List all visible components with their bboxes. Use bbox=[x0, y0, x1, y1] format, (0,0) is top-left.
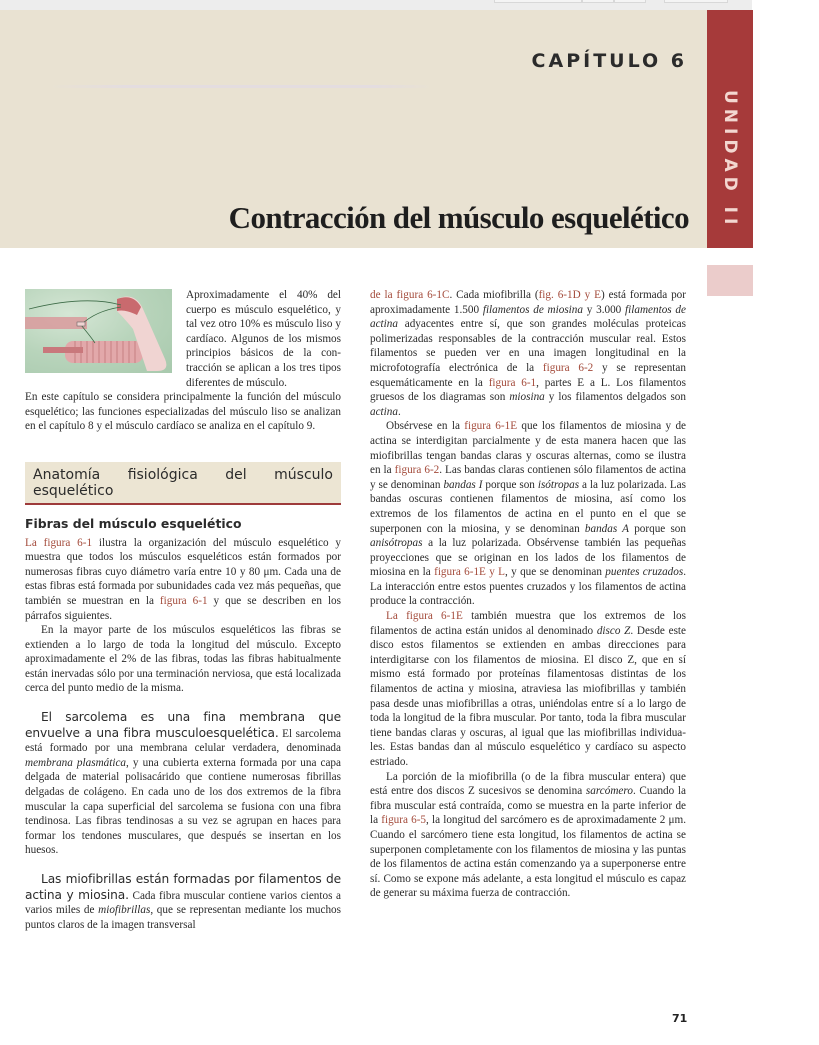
right-column bbox=[370, 288, 686, 901]
figure-ref-link[interactable]: La figura 6-1E bbox=[386, 610, 463, 623]
figure-ref-link[interactable]: figura 6-1 bbox=[159, 594, 208, 607]
figure-ref-link[interactable]: de la figura 6-1C bbox=[370, 289, 450, 301]
section-heading: Anatomía fisiológica del músculo esquelético bbox=[25, 462, 341, 505]
figure-ref-link[interactable]: figura 6-5 bbox=[381, 814, 427, 827]
chapter-label: CAPÍTULO 6 bbox=[531, 50, 687, 72]
paragraph-disco-z: La figura 6-1E también muestra que los extremos de los filamentos de actina están unidos al denominado disco Z. Desde este disco estos filamentos se extienden en ambas direcciones para interdigitarse con los filamentos de miosina. El disco Z, que en sí mismo está formado por proteínas filamentosas distintas de los filamentos de actina y miosina, atraviesa las miofibrillas y también pasa desde unas miofibrillas a otras, uniéndolas entre sí a lo largo de toda la longitud de la fibra muscular. Por tanto, toda la fibra muscular tiene bandas claras y oscuras, al igual que las miofibrillas individuales. Estas bandas dan al músculo esquelético y cardíaco su aspecto estriado. bbox=[370, 610, 686, 768]
paragraph-sarcolema: El sarcolema es una fina membrana que envuelve a una fibra musculoesquelética. El sarcolema está formado por una membrana celular verdadera, denominada membrana plasmática, y una cubierta externa formada por una capa delgada de material polisacárido que contiene numerosas fibrillas delgadas de colágeno. En cada uno de los dos extremos de la fibra muscular la capa superficial del sarcolema se fusiona con una fibra tendinosa. Las fibras tendinosas a su vez se agrupan en haces para formar los tendones musculares, que después se insertan en los huesos. bbox=[25, 710, 341, 857]
paragraph-inervacion: En la mayor parte de los músculos esqueléticos las fibras se extienden a lo largo de toda la longitud del músculo. Excepto aproximadamente el 2% de las fibras, todas las fibras habitualmente están inervadas sólo por una terminación nerviosa, que está localizada cerca del punto medio de la misma. bbox=[25, 624, 341, 695]
figure-ref-link[interactable]: figura 6-2 bbox=[394, 464, 440, 477]
figure-ref-link[interactable]: figura 6-1 bbox=[488, 376, 537, 389]
run-in-heading: Las miofibrillas están formadas por filamentos de actina y miosina. bbox=[25, 872, 341, 902]
muscle-anatomy-illustration-icon bbox=[25, 289, 172, 373]
intro-paragraph-wrap: Aproximadamente el 40% del cuerpo es músculo esquelético, y tal vez otro 10% es músculo liso y cardíaco. Algunos de los mismos principios básicos de la contracción se aplican a los tres tipos diferentes de músculo. bbox=[186, 289, 341, 389]
unit-marker bbox=[707, 265, 753, 296]
figure-ref-link[interactable]: figura 6-1E y L bbox=[434, 566, 506, 579]
paragraph-fibras: La figura 6-1 ilustra la organización del músculo esquelético y muestra que todos los músculos esqueléticos están formados por numerosas fibras cuyo diámetro varía entre 10 y 80 μm. Cada una de estas fibras está formada por subunidades cada vez más pequeñas, que también se muestran en la figura 6-1 y que se describen en los párrafos siguientes. bbox=[25, 536, 341, 622]
paragraph-sarcomero: La porción de la miofibrilla (o de la fibra muscular entera) que está entre dos discos Z sucesivos se denomina sarcómero. Cuando la fibra muscular está contraída, como se muestra en la parte inferior de la figura 6-5, la longitud del sarcómero es de aproximadamente 2 μm. Cuando el sarcómero tiene esta longitud, los filamentos de actina se superponen completamente con los filamentos de miosina y las puntas de los filamentos de actina están comenzando ya a superponerse entre sí. Como se expone más adelante, a esta longitud el músculo es capaz de generar su máxima fuerza de contracción. bbox=[370, 770, 686, 900]
subsection-heading: Fibras del músculo esquelético bbox=[25, 515, 242, 531]
paragraph-filamentos: de la figura 6-1C. Cada miofibrilla (fig. 6-1D y E) está formada por aproximadamente 1.500 filamentos de miosina y 3.000 filamentos de actina adyacentes entre sí, que son grandes moléculas proteicas polimerizadas responsables de la contracción muscular real. Estos filamentos se pueden ver en una imagen longitudinal en la microfotografía electrónica de la figura 6-2 y se representan esquemáticamente en la figura 6-1, partes E a L. Los filamentos gruesos de los diagramas son miosina y los filamentos delgados son actina. bbox=[370, 289, 686, 418]
unit-label: UNIDAD II bbox=[720, 90, 740, 230]
run-in-heading: El sarcolema es una fina membrana que envuelve a una fibra musculoesquelética. bbox=[25, 710, 341, 740]
top-scan-tabs bbox=[494, 0, 728, 3]
page-number: 71 bbox=[672, 1012, 688, 1025]
unit-tab bbox=[707, 10, 753, 248]
chapter-title: Contracción del músculo esquelético bbox=[228, 200, 689, 235]
figure-ref-link[interactable]: fig. 6-1D y E bbox=[538, 289, 601, 301]
figure-ref-link[interactable]: figura 6-2 bbox=[542, 361, 594, 374]
paragraph-miofibrillas: Las miofibrillas están formadas por filamentos de actina y miosina. Cada fibra muscular contiene varios cientos a varios miles de miofibrillas, que se representan mediante los muchos puntos claros de la imagen transversal bbox=[25, 872, 341, 931]
muscle-illustration-svg bbox=[25, 289, 172, 373]
intro-paragraph-rest: En este capítulo se considera principalmente la función del músculo esquelético; las funciones especializadas del músculo liso se analizan en el capítulo 8 y el músculo cardíaco se analiza en el capítulo 9. bbox=[25, 391, 341, 433]
chapter-header bbox=[0, 10, 707, 248]
figure-ref-link[interactable]: La figura 6-1 bbox=[25, 536, 93, 549]
header-divider bbox=[50, 85, 432, 88]
paragraph-bandas: Obsérvese en la figura 6-1E que los filamentos de miosina y de actina se interdigitan parcialmente y de esta manera hacen que las miofibrillas tengan bandas claras y oscuras alternas, como se ilustra en la figura 6-2. Las bandas claras contienen sólo filamentos de actina y se denominan bandas I porque son isótropas a la luz polarizada. Las bandas oscuras contienen filamentos de miosina, así como los extremos de los filamentos de actina en el punto en el que se superponen con la miosina, y se denominan bandas A porque son anisótropas a la luz polarizada. Obsérvense también las pequeñas proyecciones que se originan en los lados de los filamentos de miosina en la figura 6-1E y L, y que se denominan puentes cruzados. La interacción entre estos puentes cruzados y los filamentos de actina produce la contracción. bbox=[370, 420, 687, 608]
left-column bbox=[25, 288, 341, 932]
figure-ref-link[interactable]: figura 6-1E bbox=[464, 420, 518, 433]
